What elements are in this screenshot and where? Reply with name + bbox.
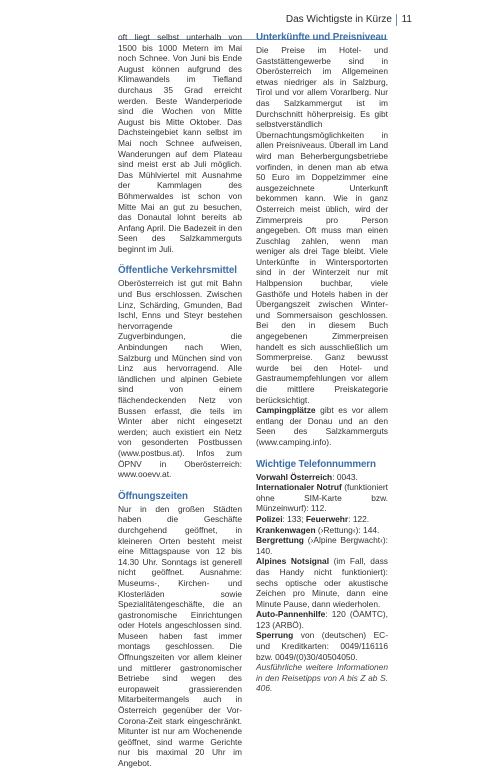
phone-label: Internationaler Notruf [256, 482, 342, 493]
closing-note-text: Ausführliche weitere Informationen in den Reisetipps von A bis Z ab S. 406. [256, 662, 388, 694]
phone-entry [256, 556, 388, 609]
phone-entry [256, 630, 388, 662]
camping-paragraph [256, 405, 388, 447]
phone-text: : 120 (ÖAMTC), 123 (ARBÖ). [256, 609, 388, 630]
running-head-title: Das Wichtigste in Kürze [285, 14, 392, 25]
phone-label: Polizei [256, 513, 283, 524]
page-number: 11 [401, 14, 412, 25]
section-heading-opening-hours: Öffnungszeiten [118, 490, 188, 502]
phone-text: : 133; [282, 513, 306, 524]
phone-label: Krankenwagen [256, 524, 316, 535]
camping-label: Campingplätze [256, 405, 316, 416]
section-heading-public-transport: Öffentliche Verkehrsmittel [118, 265, 237, 277]
phone-text: von (deutschen) EC- und Kreditkarten: 0049/116116 bzw. 0049/(0)30/40504050. [256, 630, 388, 662]
right-column [256, 32, 388, 694]
closing-note [256, 662, 388, 694]
opening-hours-paragraph: Nur in den großen Städten haben die Geschäfte durchgehend geöffnet, in kleineren Orten besteht meist eine Mittagspause von 12 bis 14.30 Uhr. Sonntags ist generell nicht geöffnet. Ausnahme: Museums-, Kirchen- und Klosterläden sowie Spezialitätengeschäfte, die an gastronomische Einrichtungen oder Hotels angeschlossen sind. Museen haben fast immer montags geschlossen. Die Öffnungszeiten vor allem kleiner und mittlerer gastronomischer Betriebe sind wegen des europaweit grassierenden Mitarbeitermangels auch in Österreich gegenüber der Vor-Corona-Zeit stark eingeschränkt. Mitunter ist nur am Wochenende geöffnet, sind warme Gerichte nur bis maximal 20 Uhr im Angebot. [118, 503, 242, 768]
phone-label: Alpines Notsignal [256, 556, 330, 567]
phone-entry [256, 609, 388, 630]
phone-label: Vorwahl Österreich [256, 471, 333, 482]
camping-text: gibt es vor allem entlang der Donau und an den Seen des Salzkammerguts (www.camping.info). [256, 405, 388, 447]
public-transport-paragraph: Oberösterreich ist gut mit Bahn und Bus erschlossen. Zwischen Linz, Schärding, Gmunden, Bad Ischl, Enns und Steyr bestehen hervorragende Zugverbindungen, die Anbindungen nach Wien, Salzburg und München sind von Linz aus hervorragend. Alle ländlichen und alpinen Gebiete sind von einem flächendeckenden Netz von Bussen erfasst, die teils im Winter aber nicht eingesetzt werden; auch existiert ein Netz von gesonderten Postbussen (www.postbus.at). Infos zum ÖPNV in Oberösterreich: www.ooevv.at. [118, 278, 242, 480]
phone-text: (im Fall, dass das Handy nicht funktioniert): sechs optische oder akustische Zeichen pro Minute, dann eine Minute Pause, dann wiederholen. [256, 556, 388, 609]
phone-label: Auto-Pannenhilfe [256, 609, 326, 620]
running-head-separator [396, 14, 397, 26]
phone-text: : 122. [348, 513, 370, 524]
section-heading-accommodation: Unterkünfte und Preisniveau [256, 32, 387, 43]
accommodation-paragraph: Die Preise im Hotel- und Gaststättengewerbe sind in Oberösterreich im Allgemeinen etwas niedriger als in Salzburg, Tirol und vor allem Vorarlberg. Nur das Salzkammergut ist im Durchschnitt höherpreisig. Es gibt selbstverständlich Übernachtungsmöglichkeiten in allen Preisniveaus. Überall im Land wird man Beherbergungsbetriebe vorfinden, in denen man ab etwa 50 Euro im Doppelzimmer eine ausgezeichnete Unterkunft bekommen kann. Wie in ganz Österreich meist üblich, wird der Zimmerpreis pro Person angegeben. Oft muss man einen Zuschlag zahlen, wenn man weniger als drei Tage bleibt. Viele Unterkünfte in Wintersportorten sind in der Winterzeit nur mit Halbpension buchbar, viele Gasthöfe und Hotels haben in der Übergangszeit zwischen Winter- und Sommersaison geschlossen. Bei den in diesem Buch angegebenen Zimmerpreisen handelt es sich ausschließlich um Sommerpreise. Ganz bewusst wurde bei den Hotel- und Gastraumempfehlungen vor allem die mittlere Preiskategorie berücksichtigt. [256, 45, 388, 405]
phone-entry [256, 514, 388, 525]
phone-label: Sperrung [256, 630, 294, 641]
phone-text: (›Alpine Bergwacht‹): 140. [256, 535, 388, 556]
phone-entry [256, 472, 388, 483]
phone-entry [256, 482, 388, 514]
left-column [118, 32, 242, 769]
phone-text: : 0043. [332, 471, 358, 482]
climate-paragraph: oft liegt selbst unterhalb von 1500 bis 1000 Metern im Mai noch Schnee. Von Juni bis Ende August können aufgrund des Klimawandels im Tiefland durchaus 35 Grad erreicht werden. Beste Wanderperiode sind die Wochen von Mitte August bis Mitte Oktober. Das Dachsteingebiet kann selbst im Mai noch Schnee aufweisen, Wanderungen auf dem Plateau sind meist erst ab Juli möglich. Das Mühlviertel mit Ausnahme der Kammlagen des Böhmerwaldes ist schon von Mitte Mai an gut zu besuchen, das Donautal lohnt bereits ab Anfang April. Die Badezeit in den Seen des Salzkammerguts beginnt im Juli. [118, 32, 242, 254]
phone-text: (›Rettung‹): 144. [315, 524, 380, 535]
running-head [0, 14, 500, 28]
phone-text: (funktioniert ohne SIM-Karte bzw. Münzeinwurf): 112. [256, 482, 388, 514]
phone-label: Bergrettung [256, 535, 304, 546]
phone-entry [256, 535, 388, 556]
phone-label: Feuerwehr [305, 513, 349, 524]
phone-entry [256, 525, 388, 536]
section-heading-phone-numbers: Wichtige Telefonnummern [256, 458, 376, 470]
